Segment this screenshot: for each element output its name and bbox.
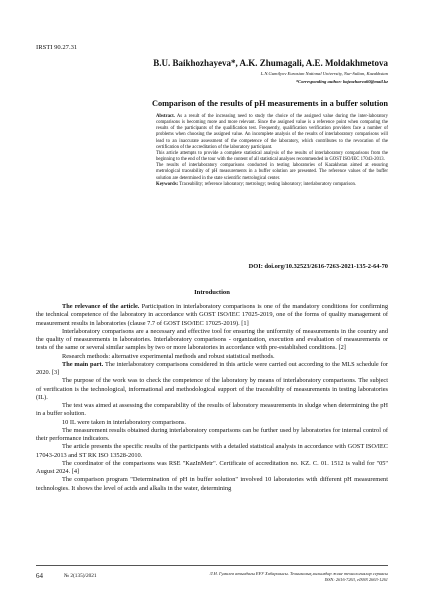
journal-issn: ISSN: 2616-7263, eISSN 2663-1261 bbox=[324, 577, 388, 582]
body-paragraph: The comparison program "Determination of pH in buffer solution" involved 10 laboratories with different pH measurement technologies. It shows the level of acids and alkalis in the water, determining bbox=[36, 476, 388, 492]
journal-title: Л.Н. Гумилев атындағы ЕҰУ Хабаршысы. Техникалық ғылымдар және технологиялар сериясы bbox=[209, 571, 388, 576]
body-paragraph: 10 IL were taken in interlaboratory comparisons. bbox=[62, 418, 186, 426]
abstract-label: Abstract. bbox=[156, 114, 175, 119]
abstract-text-1: As a result of the increasing need to study the choice of the assigned value during the inter-laboratory comparisons is becoming more and more relevant. Since the assigned value is a reference point when comparing the results of the participants of the qualification test. Frequently, qualification verification providers face a number of problems when choosing the assigned value. An incomplete analysis of the results of interlaboratory comparisons will lead to an inaccurate assessment of the competence of the laboratory, which contributes to the revocation of the certification of the accreditation of the laboratory participant. bbox=[156, 114, 388, 150]
section-heading-introduction: Introduction bbox=[194, 289, 230, 296]
body-paragraph: Interlaboratory comparisons are a necessary and effective tool for ensuring the uniformity of measurements in the country and the quality of measurements in laboratories. Interlaboratory comparisons - organization, execution and evaluation of measurements or tests of the same or several similar samples by two or more laboratories in accordance with pre-established conditions. [2] bbox=[36, 327, 388, 352]
irsti-code: IRSTI 90.27.31 bbox=[36, 44, 78, 51]
abstract-paragraph-3: The results of interlaboratory comparisons conducted in testing laboratories of Kazakhstan aimed at ensuring metrological traceability of pH measurements in a buffer solution are presented. The reference values of the buffer solution are determined in the state scientific metrological center. bbox=[156, 163, 388, 181]
body-text: The interlaboratory comparisons considered in this article were carried out according to the MLS schedule for 2020. [3] bbox=[36, 360, 388, 376]
body-text: Participation in interlaboratory comparisons is one of the mandatory conditions for confirming the technical competence of the laboratory in accordance with GOST ISO/IEC 17025-2019, one of the forms of quality management of measurement results in laboratories (clause 7.7 of GOST ISO/IEC 17025-2019). [1] bbox=[36, 303, 389, 327]
body-paragraph: The purpose of the work was to check the competence of the laboratory by means of interlaboratory comparisons. The subject of verification is the technological, informational and methodological support of the traceability of measurements in testing laboratories (IL). bbox=[36, 377, 388, 401]
main-part-lead: The main part. bbox=[62, 360, 104, 368]
corresponding-author: *Corresponding author: bajzozhaeva60@mail.kz bbox=[295, 79, 388, 84]
journal-info bbox=[208, 571, 388, 583]
footer-divider bbox=[36, 565, 388, 566]
body-paragraph: The coordinator of the comparisons was RSE "KazInMetr". Certificate of accreditation no. KZ. C. 01. 1512 is valid for "05" August 2024. [4] bbox=[36, 459, 388, 475]
body-paragraph: The article presents the specific results of the participants with a detailed statistical analysis in accordance with GOST ISO/IEC 17043-2013 and ST RK ISO 13528-2010. bbox=[36, 443, 388, 459]
body-paragraph: Research methods: alternative experimental methods and robust statistical methods. bbox=[62, 352, 275, 360]
page-number: 64 bbox=[36, 572, 43, 580]
body-paragraph bbox=[36, 361, 388, 378]
body-paragraph: The measurement results obtained during interlaboratory comparisons can be further used by laboratories for internal control of their performance indicators. bbox=[36, 426, 388, 442]
relevance-lead: The relevance of the article. bbox=[62, 303, 140, 310]
abstract bbox=[156, 114, 388, 188]
abstract-paragraph-2: This article attempts to provide a complete statistical analysis of the results of interlaboratory comparisons from the beginning to the end of the tour with the content of all statistical analyses recommended in GOST ISO/IEC 17043-2013. bbox=[156, 150, 388, 163]
issue-number: № 2(135)/2021 bbox=[64, 573, 97, 579]
article-body bbox=[36, 303, 388, 493]
authors: B.U. Baikhozhayeva*, A.K. Zhumagali, A.E. Moldakhmetova bbox=[153, 58, 388, 68]
abstract-paragraph-1 bbox=[156, 114, 388, 151]
keywords bbox=[156, 182, 388, 188]
affiliation: L.N.Gumilyov Eurasian National University, Nur-Sultan, Kazakhstan bbox=[260, 71, 388, 76]
body-paragraph bbox=[36, 303, 388, 328]
keywords-text: Traceability; reference laboratory; metrology; testing laboratory; interlaboratory comparison. bbox=[179, 181, 357, 187]
keywords-label: Keywords: bbox=[156, 181, 179, 187]
article-title: Comparison of the results of pH measurements in a buffer solution bbox=[151, 99, 388, 108]
doi-link[interactable]: DOI: doi.org/10.32523/2616-7263-2021-135-2-64-70 bbox=[248, 263, 388, 270]
body-paragraph: The test was aimed at assessing the comparability of the results of laboratory measurements in sludge when determining the pH in a buffer solution. bbox=[36, 402, 388, 418]
